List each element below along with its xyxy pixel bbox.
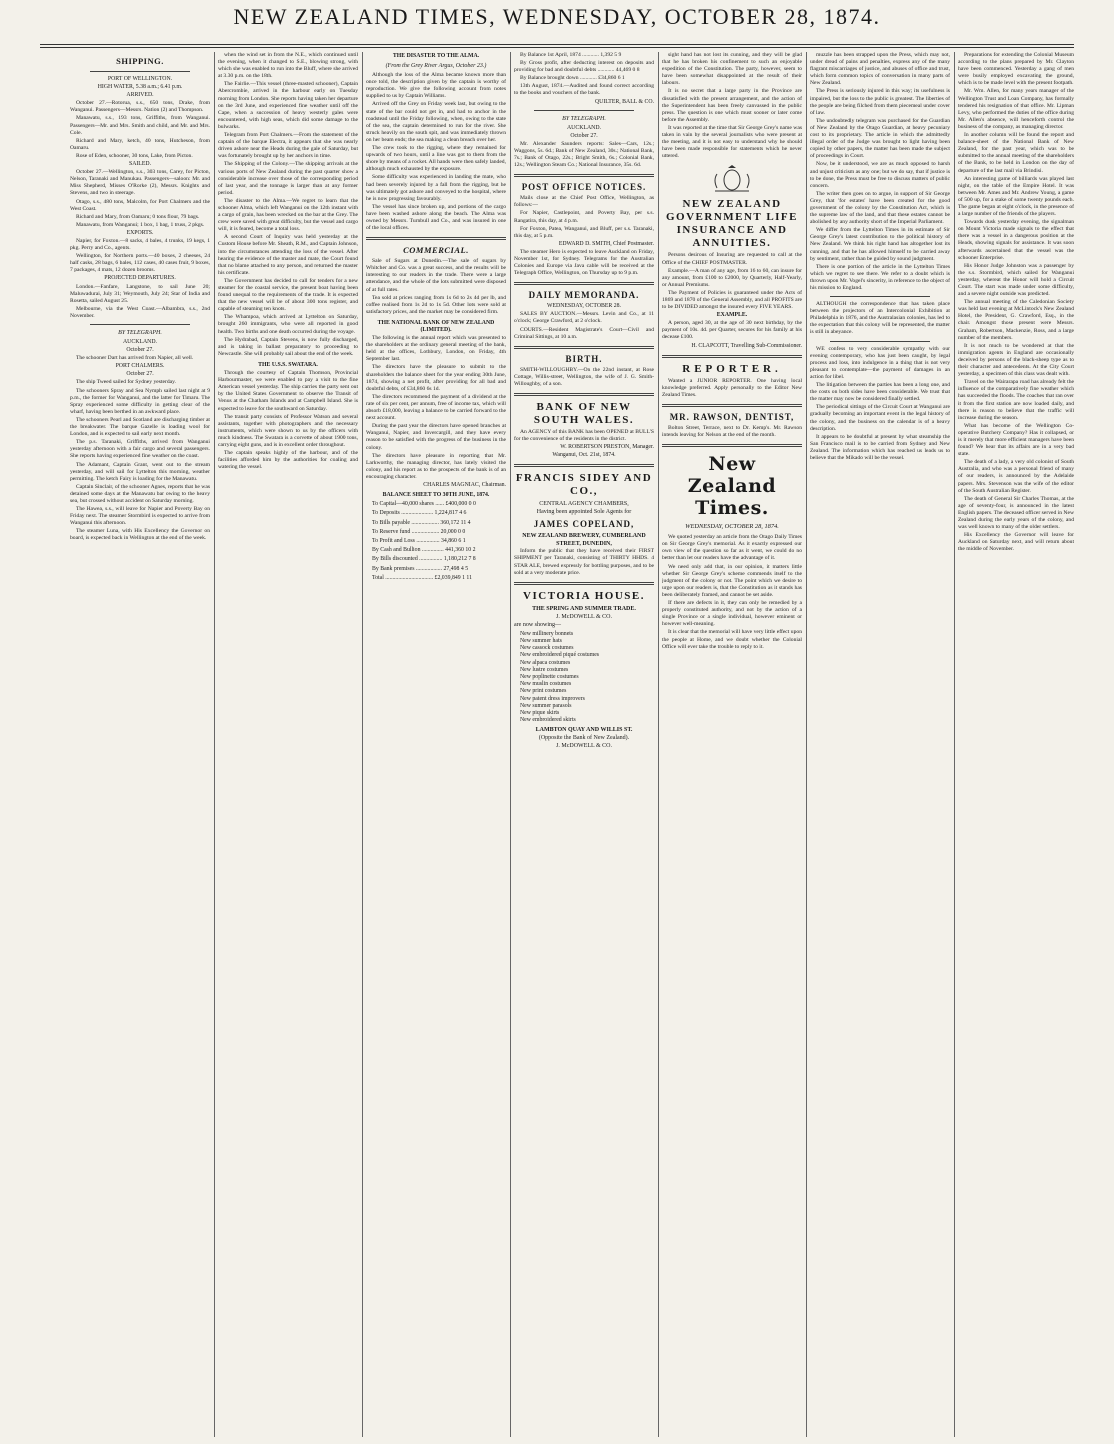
advertisement-line: CENTRAL AGENCY CHAMBERS, [539, 501, 629, 508]
article-heading: THE DISASTER TO THE ALMA. [392, 53, 480, 59]
list-item: New summer hats [520, 637, 562, 644]
paragraph: Wellington, for Northern ports.—40 boxes, 2 cheeses, 24 half casks, 28 bags, 6 bales, 112 cases, 40 cases fruit, 9 boxes, 7 packages, 4 mats, 12 dozen brooms. [70, 253, 210, 274]
advertisement-heading: JAMES COPELAND, [533, 519, 635, 530]
paragraph: Tea sold at prices ranging from 1s 6d to 2s 4d per lb, and coffee realised from 1s 2d to 1s 5d. Other lots were sold at satisfactory prices, and the market may be considered firm. [366, 294, 506, 315]
masthead-rule [40, 44, 1074, 45]
list-item: New millinery bonnets [520, 630, 574, 637]
list-item: New pique skirts [520, 709, 560, 716]
paragraph: Richard and Mary, ketch, 40 tons, Hutcheson, from Oamaru. [70, 137, 210, 151]
tide-line: HIGH WATER, 5.38 a.m.; 6.41 p.m. [97, 84, 183, 91]
paragraph: The vessel has since broken up, and portions of the cargo have been washed ashore along the beach. The Alma was owned by Messrs. Turnbull and Co., and was insured in one of the local offices. [366, 203, 506, 232]
paragraph: SALES BY AUCTION.—Messrs. Levin and Co., at 11 o'clock; George Crawford, at 2 o'clock. [514, 311, 654, 325]
signature: EDWARD D. SMITH, Chief Postmaster. [558, 240, 654, 247]
article-heading: THE NATIONAL BANK OF NEW ZEALAND (LIMITED). [377, 319, 495, 333]
paragraph: London.—Fanfare, Langstone, to sail June 20; Maluwadurai, July 31; Weymouth, July 24; Star of India and Rosetta, sailed August 25. [70, 283, 210, 304]
divider [90, 71, 190, 72]
table-row: To Capital—40,000 shares ...... £400,000 0 0 [372, 501, 476, 508]
list-item: New print costumes [520, 688, 567, 695]
newspaper-nameplate: New Zealand Times. [687, 453, 777, 520]
dateline: October 27. [126, 347, 154, 354]
paragraph: Inform the public that they have received their FIRST SHIPMENT per Taranaki, consisting of THIRTY HHDS. 4 STAR ALE, brewed expressly for bottling purposes, and to be sold at a very moderate price. [514, 548, 654, 576]
subheading: ARRIVED. [126, 92, 154, 99]
advertisement-line: NEW ZEALAND BREWERY, CUMBERLAND STREET, DUNEDIN, [522, 533, 646, 548]
paragraph: Manawatu, s.s., 193 tons, Griffiths, from Wanganui. Passengers—Mr. and Mrs. Smith and child, and Mr. and Mrs. Cole. [70, 115, 210, 136]
list-item: New alpaca costumes [520, 659, 571, 666]
paragraph: Example.—A man of any age, from 16 to 60, can insure for any amount, from £100 to £2000, by Quarterly, Half-Yearly, or Annual Premiums. [662, 267, 802, 288]
signature: CHARLES MAGNIAC, Chairman. [423, 481, 506, 488]
column-divider [510, 52, 511, 1437]
paragraph: Sale of Sugars at Dunedin.—The sale of sugars by Whitcher and Co. was a great success, and the results will be interesting to our readers in the trade. There were a large attendance, and the whole of the lots submitted were disposed of at full rates. [366, 258, 506, 293]
paragraph: muzzle has been strapped upon the Press, which may not, under dread of pains and penalties, express any of the many flagrant miscarriages of justice, and abuses of office and trust, which form common topics of conversation in many parts of New Zealand. [810, 52, 950, 87]
paragraph: The Hydrabad, Captain Stevens, is now fully discharged, and is taking in ballast preparatory to proceeding to Newcastle. She will probably sail about the end of the week. [218, 336, 358, 357]
column-shipping [70, 52, 210, 1437]
list-item: New embroidered skirts [520, 717, 576, 724]
masthead-rule-lower [40, 47, 1074, 48]
advertisement-heading: VICTORIA HOUSE. [523, 589, 645, 602]
paragraph: An interesting game of billiards was played last night, on the table of the Empire Hotel. It was between Mr. Ames and Mr. Andrew Young, a game of 500 up, for a stake of some twenty pounds each. The game began at eight o'clock, in the presence of a large number of the friends of the players. [958, 175, 1074, 218]
subheading: AUCKLAND. [123, 339, 157, 345]
column-local-news [958, 52, 1074, 1437]
subheading: PROJECTED DEPARTURES. [104, 275, 176, 282]
subheading: AUCKLAND. [567, 124, 601, 131]
paragraph: The Payment of Policies is guaranteed under the Acts of 1869 and 1870 of the General Assembly, and all PROFITS are to be DIVIDED amongst the insured every FIVE YEARS. [662, 289, 802, 311]
paragraph: The Press is seriously injured in this way; its usefulness is impaired, but the loss to the public is greatest. The liberties of the people are being filched from them piecemeal under cover of law. [810, 88, 950, 116]
paragraph: The disaster to the Alma.—We regret to learn that the schooner Alma, which left Wanganui on the 12th instant with a cargo of grain, has been wrecked on the bar at the Grey. The crew were saved with great difficulty, but the vessel and cargo will, it is feared, become a total loss. [218, 197, 358, 233]
paragraph: It is no secret that a large party in the Province are dissatisfied with the present arrangement, and the action of the Superintendent has been freely canvassed in the public press. The question is one which must sooner or later come before the Assembly. [662, 88, 802, 123]
paragraph: COURTS.—Resident Magistrate's Court—Civil and Criminal Sittings, at 10 a.m. [514, 326, 654, 340]
paragraph: Manawatu, from Wanganui; 1 box, 1 bag, 1 truss, 2 pkgs. [76, 221, 205, 228]
advertisement-line: J. McDOWELL & CO. [556, 743, 612, 750]
paragraph: Mr. Alexander Saunders reports: Sales—Cars, 12s.; Waggons, 5s. 6d.; Bank of New Zealand, 30s.; National Bank, 7s.; Bank of Otago, 22s.; Bright Smith, 6s.; Colonial Bank, 12s.; Wellington Steam Co.; National Insurance, 35s. 6d. [514, 140, 654, 169]
subheading: BY TELEGRAPH. [562, 115, 606, 122]
divider [514, 464, 654, 467]
subheading: EXPORTS. [126, 229, 154, 236]
list-item: New patent dress improvers [520, 695, 585, 702]
paragraph: The directors have the pleasure to submit to the shareholders the balance sheet for the year ending 30th June, 1874, showing a net profit, after providing for all bad and doubtful debts, of £34,860 6s 1d. [366, 364, 506, 392]
notice-heading: BIRTH. [565, 353, 603, 364]
column-shipping-news [218, 52, 358, 1437]
paragraph: In another column will be found the report and balance-sheet of the National Bank of New Zealand, for the past year, which was to be submitted to the annual meeting of the shareholders of the Bank, to be held in London on the day of departure of the last mail via Brindisi. [958, 132, 1074, 174]
column-commercial [366, 52, 506, 1437]
paragraph: The Hawea, s.s., will leave for Napier and Poverty Bay on Friday next. The steamer Stormbird is expected to arrive from Wanganui this afternoon. [70, 506, 210, 527]
column-editorial-cont [810, 52, 950, 1437]
paragraph: Wanted a JUNIOR REPORTER. One having local knowledge preferred. Apply personally to the Editor New Zealand Times. [662, 377, 802, 398]
divider [662, 355, 802, 358]
ledger-line: By Balance brought down ............ £34,860 6 1 [520, 75, 625, 82]
paragraph: It is not much to be wondered at that the immigration agents in England are occasionally deceived by persons of the black-sheep type as to their character and antecedents. At the City Court yesterday, a specimen of this class was dealt with. [958, 342, 1074, 378]
paragraph: It was reported at the time that Sir George Grey's name was taken in vain by the several journalists who were present at the meeting, and it is not easy to understand why he should have been made responsible for statements which he never uttered. [662, 124, 802, 160]
editorial-dateline: WEDNESDAY, OCTOBER 28, 1874. [685, 523, 779, 531]
paragraph: Bolton Street, Terrace, next to Dr. Kemp's. Mr. Rawson intends leaving for Nelson at the end of the month. [662, 424, 802, 438]
subheading: BY TELEGRAPH. [118, 330, 162, 336]
column-notices [514, 52, 654, 1437]
paragraph: The Shipping of the Colony.—The shipping arrivals at the various ports of New Zealand during the past quarter show a considerable increase over those of the corresponding period of last year, and the tonnage is larger than at any former period. [218, 161, 358, 196]
paragraph: Preparations for extending the Colonial Museum according to the plans prepared by Mr. Clayton have been commenced. Yesterday a gang of men were busily employed excavating the ground, which is to be made level with the present footpath. [958, 52, 1074, 87]
table-row: To Bills payable ................... 360,172 11 4 [372, 519, 471, 526]
paragraph: There is one portion of the article in the Lyttelton Times which we regret to see there. We refer to a doubt which is thrown upon Mr. Vogel's sincerity, in reference to the object of his mission to England. [810, 263, 950, 291]
paragraph: The steamer Luna, with His Excellency the Governor on board, is expected back in Wellington at the end of the week. [70, 528, 210, 542]
divider [514, 582, 654, 585]
column-divider [954, 52, 955, 1437]
paragraph: Through the courtesy of Captain Thomson, Provincial Harbourmaster, we were enabled to pay a visit to the fine American vessel yesterday. The ship carries the party sent out by the United States Government to observe the Transit of Venus at the Chatham Islands and at Campbell Island. She is expected to leave for the southward on Saturday. [218, 370, 358, 412]
goods-list [520, 631, 654, 725]
paragraph: Now, be it understood, we are as much opposed to harsh and unjust criticism as any one; but we do say, that if justice is to be done, the Press must be free to discuss matters of public concern. [810, 161, 950, 189]
paragraph: For Foxton, Patea, Wanganui, and Bluff, per s.s. Taranaki, this day, at 5 p.m. [514, 225, 654, 239]
article-heading: THE U.S.S. SWATARA. [258, 361, 318, 368]
divider [534, 110, 634, 111]
paragraph: The Fairlie.—This vessel (three-masted schooner), Captain Abercrombie, arrived in the harbour early on Tuesday morning from London. She reports having taken her departure on the 3rd June, and experienced fine weather until off the Cape, when a succession of heavy westerly gales were encountered, with high seas, which did some damage to the bulwarks. [218, 81, 358, 130]
advertisement-line: LAMBTON QUAY AND WILLIS ST. [535, 727, 633, 734]
paragraph: The schooners Spray and Sea Nymph sailed last night at 9 p.m., the former for Wanganui, and the latter for Timaru. The Spray experienced some difficulty in getting clear of the wharf, having been berthed in an awkward place. [70, 387, 210, 415]
paragraph: The writer then goes on to argue, in support of Sir George Grey, that 'for estates' have been created for the good government of the colony by the Constitution Act, which is the supreme law of the land, and that these estates cannot be abolished by any authority short of the Imperial Parliament. [810, 190, 950, 226]
divider [514, 174, 654, 177]
paragraph: The Government has decided to call for tenders for a new steamer for the coastal service, the present boat having been found unequal to the requirements of the trade. It is expected that the new vessel will be of about 300 tons register, and capable of steaming ten knots. [218, 277, 358, 313]
divider [514, 346, 654, 349]
source-line: (From the Grey River Argus, October 23.) [385, 63, 487, 70]
notice-heading: DAILY MEMORANDA. [528, 290, 640, 301]
paragraph: We differ from the Lyttelton Times in its estimate of Sir George Grey's latest contribution to the political history of New Zealand. We think his right hand has altogether lost its cunning, and that he has allowed himself to be carried away by sentiment, rather than be guided by sound judgment. [810, 227, 950, 262]
paragraph: The death of General Sir Charles Thomas, at the age of seventy-four, is announced in the latest English papers. The deceased officer served in New Zealand during the early years of the colony, and was well known to many of the older settlers. [958, 495, 1074, 531]
list-item: New lustre costumes [520, 666, 569, 673]
table-row: By Cash and Bullion ............... 441,360 10 2 [372, 547, 476, 554]
paragraph: October 27.—Rotorua, s.s., 650 tons, Drake, from Wanganui. Passengers—Messrs. Nation (2) and Thompson. [70, 100, 210, 114]
table-row: By Bank premises .................. 27,498 4 5 [372, 565, 469, 572]
paragraph: Otago, s.s., 480 tons, Malcolm, for Port Chalmers and the West Coast. [70, 198, 210, 212]
paragraph: During the past year the directors have opened branches at Wanganui, Napier, and Invercargill, and they have every reason to be satisfied with the progress of the business in the colony. [366, 423, 506, 451]
paragraph: An AGENCY of this BANK has been OPENED at BULL'S for the convenience of the residents in the district. [514, 429, 654, 443]
dateline: October 27. [126, 371, 154, 378]
subheading: EXAMPLE. [716, 312, 748, 319]
signature: QUILTER, BALL & CO. [595, 98, 654, 105]
paragraph: The crew took to the rigging, where they remained for upwards of two hours, until a line was got to them from the shore by means of a rocket. All hands were then safely landed, although much exhausted by the exposure. [366, 145, 506, 173]
paragraph: The steamer Hero is expected to leave Auckland on Friday, November 1st, for Sydney. Telegrams for the Australian Colonies and Europe via Java cable will be received at the Telegraph Office, Wellington, on Thursday up to 9 p.m. [514, 248, 654, 277]
paragraph: It is clear that the memorial will have very little effect upon the people at Home, and we doubt whether the Colonial Office will ever take the trouble to reply to it. [662, 629, 802, 650]
ledger-line: By Balance 1st April, 1874 ............ 1,392 5 9 [520, 52, 622, 58]
paragraph: The captain speaks highly of the harbour, and of the facilities afforded him by the authorities for coaling and watering the vessel. [218, 450, 358, 471]
paragraph: October 27.—Wellington, s.s., 303 tons, Carey, for Picton, Nelson, Taranaki and Manukau. Passengers—saloon: Mr. and Miss Shepherd, Misses O'Rorke (2), Messrs. Knights and Stevens, and two in steerage. [70, 169, 210, 197]
paragraph: We quoted yesterday an article from the Otago Daily Times on Sir George Grey's memorial. As it exactly expressed our own view of the question so far as it went, we could do no better than let our readers have the advantage of it. [662, 534, 802, 562]
paragraph: The schooner Dart has arrived from Napier, all well. [76, 355, 194, 362]
table-row: To Profit and Loss ................ 34,860 6 1 [372, 537, 466, 544]
advertisement-heading: MR. RAWSON, DENTIST, [669, 411, 795, 422]
paragraph: Some difficulty was experienced in landing the mate, who had been severely injured by a fall from the rigging, but he was ultimately got ashore and conveyed to the hospital, where he is now progressing favourably. [366, 174, 506, 202]
paragraph: The p.s. Taranaki, Griffiths, arrived from Wanganui yesterday afternoon with a fair cargo and several passengers. She reports having experienced fine weather on the coast. [70, 439, 210, 460]
subheading: PORT CHALMERS. [115, 363, 165, 370]
list-item: New summer parasols [520, 702, 572, 709]
list-item: New muslin costumes [520, 681, 572, 688]
paragraph: 13th August, 1874.—Audited and found correct according to the books and vouchers of the bank. [514, 83, 654, 97]
page-masthead: NEW ZEALAND TIMES, WEDNESDAY, OCTOBER 28, 1874. [233, 4, 881, 29]
paragraph: A second Court of Inquiry was held yesterday at the Custom House before Mr. Sheath, R.M., and Captain Johnson, into the circumstances attending the loss of the vessel. After hearing the evidence of the master and mate, the Court found that no blame attached to any person, and returned the master his certificate. [218, 234, 358, 276]
column-divider [362, 52, 363, 1437]
divider [830, 341, 930, 342]
paragraph: The ship Tweed sailed for Sydney yesterday. [76, 379, 176, 386]
table-row: By Bills discounted ................ 1,180,212 7 8 [372, 556, 476, 563]
divider [662, 444, 802, 447]
paragraph: The annual meeting of the Caledonian Society was held last evening at McLintock's New Zealand Hotel, the President, G. Crawford, Esq., in the chair. Amongst those present were Messrs. Graham, Robertson, Mackenzie, Ross, and a large number of the members. [958, 299, 1074, 341]
table-row: To Deposits ...................... 1,224,817 4 6 [372, 510, 467, 517]
balance-sheet-table [366, 501, 506, 582]
advertisement-line: Having been appointed Sole Agents for [536, 509, 632, 516]
paragraph: The directors have pleasure in reporting that Mr. Larkworthy, the managing director, has lately visited the colony, and his report as to the prospects of the bank is of an encouraging character. [366, 452, 506, 480]
advertisement-line: J. McDOWELL & CO. [556, 613, 612, 620]
paragraph: His Excellency the Governor will leave for Auckland on Saturday next, and will return about the middle of November. [958, 532, 1074, 553]
paragraph: The transit party consists of Professor Watson and several assistants, together with photographers and the necessary instruments, which were shown to us by the officers with much kindness. The Swatara is a corvette of about 1900 tons, carrying eight guns, and is in excellent order throughout. [218, 413, 358, 448]
paragraph: Napier, for Foxton.—8 sacks, 4 bales, 4 trunks, 19 kegs, 1 pkg. Perry and Co., agents. [70, 237, 210, 252]
list-item: New cassock costumes [520, 645, 574, 652]
paragraph: Persons desirous of Insuring are requested to call at the Office of the CHIEF POSTMASTER. [662, 252, 802, 266]
advertisement-line: are now showing— [514, 621, 561, 628]
signature: W. ROBERTSON PRESTON, Manager. [560, 444, 654, 451]
paragraph: WE confess to very considerable sympathy with our evening contemporary, who has just been caught, by legal process and loss, into indulgence in a thing that is not very pleasant to contemplate—the payment of damages in an action for libel. [810, 345, 950, 380]
divider [90, 324, 190, 325]
paragraph: Mr. Wm. Allen, for many years manager of the Wellington Trust and Loan Company, has formally tendered his resignation of that office. Mr. Lipman Levy, who performed the duties of the office during Mr. Allen's absence, will henceforth control the business of the company, as managing director. [958, 88, 1074, 130]
advertisement-line: THE SPRING AND SUMMER TRADE. [532, 605, 636, 612]
divider [830, 296, 930, 297]
ledger-line: By Gross profit, after deducting interest on deposits and providing for bad and doubtful debts ............ 44,469 0 8 [514, 60, 654, 74]
paragraph: We need only add that, in our opinion, it matters little whether Sir George Grey's scheme commends itself to the judgment of the colony or not. The point which we desire to urge upon our readers is, that the Constitution as it stands has been deliberately framed, and cannot be set aside. [662, 563, 802, 598]
divider [366, 237, 506, 240]
paragraph: when the wind set in from the N.E., which continued until the evening, when it changed to S.E., blowing strong, with which she was enabled to run into the Bluff, where she arrived at 3.30 p.m. on the 18th. [218, 52, 358, 80]
paragraph: Mails close at the Chief Post Office, Wellington, as follows:— [514, 195, 654, 209]
list-item: New poplinette costumes [520, 673, 579, 680]
list-item: New embroidered piqué costumes [520, 652, 600, 659]
paragraph: The Adamant, Captain Grant, went out to the stream yesterday, and will sail for Lyttelton this morning, weather permitting. The ketch Fairy is loading for the Manawatu. [70, 461, 210, 482]
column-divider [658, 52, 659, 1437]
paragraph: Travel on the Wairarapa road has already felt the influence of the comparatively fine weather which has succeeded the floods. The coaches that ran over it from the first station are now loaded daily, and there is reason to believe that the traffic will increase during the season. [958, 379, 1074, 421]
divider [514, 393, 654, 396]
paragraph: Captain Sinclair, of the schooner Agnes, reports that he was detained some days at the Manawatu bar owing to the heavy sea, but crossed without accident on Saturday morning. [70, 483, 210, 504]
divider [514, 282, 654, 285]
advertisement-heading: NEW ZEALAND GOVERNMENT LIFE INSURANCE AND ANNUITIES. [665, 198, 798, 250]
paragraph: What has become of the Wellington Co-operative Butchery Company? Has it collapsed, or is it merely that more efficient managers have been found? We hear that its affairs are in a very bad state. [958, 422, 1074, 458]
divider [662, 404, 802, 407]
paragraph: The periodical sittings of the Circuit Court at Wanganui are gradually becoming an important event in the legal history of the colony, and the business on the calendar is of a heavy description. [810, 404, 950, 432]
paragraph: Rose of Eden, schooner, 30 tons, Lake, from Picton. [76, 152, 193, 159]
dateline: October 27. [570, 132, 598, 139]
paragraph: Arrived off the Grey on Friday week last, but owing to the state of the bar could not get in, and had to anchor in the roadstead until the Friday following, when, owing to the state of the sea, the captain determined to run for the river. She struck heavily on the south spit, and was immediately thrown on her beam ends; the sea making a clean breach over her. [366, 101, 506, 143]
paragraph: Towards dusk yesterday evening, the signalman on Mount Victoria made signals to the effect that there was a vessel in a dangerous position at the Heads, showing signals for assistance. It was soon afterwards ascertained that the vessel was the schooner Enterprise. [958, 219, 1074, 261]
paragraph: The litigation between the parties has been a long one, and the costs on both sides have been considerable. We trust that the matter may now be considered finally settled. [810, 382, 950, 403]
paragraph: Telegram from Port Chalmers.—From the statement of the captain of the barque Electra, it appears that she was nearly driven ashore near the Heads during the gale of Saturday, but was fortunately brought up by her anchors in time. [218, 132, 358, 160]
column-divider [806, 52, 807, 1437]
paragraph: The schooners Pearl and Scotland are discharging timber at the breakwater. The barque Gazelle is loading wool for London, and is expected to sail early next month. [70, 416, 210, 438]
dateline: Wanganui, Oct. 21st, 1874. [552, 452, 616, 459]
paragraph: For Napier, Castlepoint, and Poverty Bay, per s.s. Rangatira, this day, at 4 p.m. [514, 210, 654, 224]
royal-crest-icon [709, 164, 755, 194]
paragraph: The death of a lady, a very old colonist of South Australia, and who was a personal friend of many of our readers, is announced by the Adelaide papers. Mrs. Stevenson was the wife of the editor of the South Australian Register. [958, 459, 1074, 494]
paragraph: Although the loss of the Alma became known more than once told, the description given by the captain is worthy of reproduction. We give the following account from notes supplied to us by Captain Williams. [366, 72, 506, 100]
advertisement-heading: BANK OF NEW SOUTH WALES. [533, 401, 635, 426]
paragraph: Melbourne, via the West Coast.—Albambra, s.s., 2nd November. [70, 305, 210, 319]
paragraph: A person, aged 30, at the age of 30 next birthday, by the payment of 10s. 4d. per Quarter, secures for his family at his decease £100. [662, 320, 802, 341]
column-divider [214, 52, 215, 1437]
paragraph: sight hand has not lost its cunning, and they will be glad that he has broken his confinement to such an enjoyable expedition of the Constitution. The party, however, seem to have been somewhat disappointed at the result of their labours. [662, 52, 802, 87]
paragraph: The following is the annual report which was presented to the shareholders at the ordinary general meeting of the bank, held at the offices, Lothbury, London, on Friday, 4th September last. [366, 335, 506, 363]
subheading: PORT OF WELLINGTON. [107, 76, 173, 82]
paragraph: The directors recommend the payment of a dividend at the rate of six per cent, per annum, free of income tax, which will absorb £18,000, leaving a balance to be carried forward to the next account. [366, 393, 506, 422]
notice-heading: POST OFFICE NOTICES. [521, 182, 647, 193]
paragraph: His Honor Judge Johnston was a passenger by the s.s. Stormbird, which sailed for Wanganui yesterday, whereat the Honor will hold a Circuit Court. The start was made under some difficulty, and a severe night outside was predicted. [958, 262, 1074, 298]
paragraph: Richard and Mary, from Oamaru; 0 tons flour, 79 bags. [76, 213, 200, 220]
table-title: BALANCE SHEET TO 30TH JUNE, 1874. [382, 492, 490, 499]
table-row: To Reserve fund ................... 20,000 0 0 [372, 528, 466, 535]
section-heading: COMMERCIAL. [403, 245, 469, 256]
paragraph: ALTHOUGH the correspondence that has taken place between the projectors of an Intercolonial Exhibition at Philadelphia in 1876, and the Australasian colonies, has led to the expectation that this colony will be represented, the matter is still in abeyance. [810, 301, 950, 336]
dateline: WEDNESDAY, OCTOBER 28. [547, 303, 621, 310]
subheading: SAILED. [128, 161, 152, 168]
advertisement-line: (Opposite the Bank of New Zealand). [538, 735, 630, 742]
paragraph: SMITH-WILLOUGHBY.—On the 22nd instant, at Rose Cottage, Willis-street, Wellington, the wife of J. G. Smith-Willoughby, of a son. [514, 366, 654, 387]
column-editorial [662, 52, 802, 1437]
section-heading: SHIPPING. [116, 56, 164, 66]
advertisement-heading: REPORTER. [682, 362, 782, 375]
table-row: Total ................................. £2,039,849 1 11 [372, 574, 473, 581]
paragraph: The undoubtedly telegram was purchased for the Guardian of New Zealand by the Otago Guardian, at heavy pecuniary cost to its proprietary. The article in which the admittedly illegal order of the Judge was brought to light having been copied by other papers, the matter has been made the subject of proceedings in Court. [810, 117, 950, 160]
paragraph: It appears to be doubtful at present by what steamship the San Francisco mail is to be carried from Sydney and New Zealand. The information which has reached us leads us to believe that the Mikado will be the vessel. [810, 433, 950, 461]
paragraph: If there are defects in it, they can only be remedied by a properly constituted authority, and not by the action of a single Province or a single individual, however eminent or however well-meaning. [662, 600, 802, 628]
signature: H. CLAPCOTT, Travelling Sub-Commissioner. [691, 342, 802, 349]
advertisement-heading: FRANCIS SIDEY AND CO., [515, 472, 653, 498]
paragraph: The Whampoa, which arrived at Lyttelton on Saturday, brought 260 immigrants, who were all reported in good health. Two births and one death occurred during the voyage. [218, 314, 358, 335]
